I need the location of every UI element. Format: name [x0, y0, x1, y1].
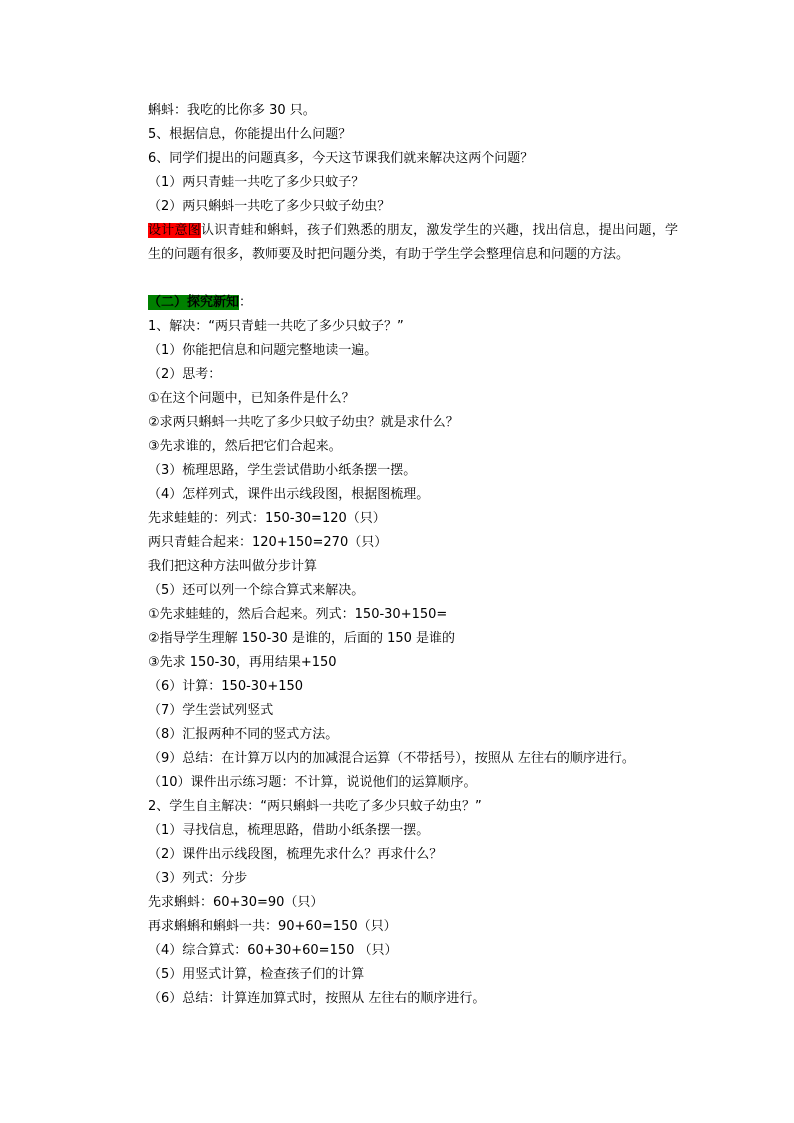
text-line: （6）总结：计算连加算式时，按照从 左往右的顺序进行。 — [148, 991, 486, 1006]
text-line: （5）还可以列一个综合算式来解决。 — [148, 583, 365, 598]
text-line: （3）梳理思路，学生尝试借助小纸条摆一摆。 — [148, 463, 417, 478]
text-line: （5）用竖式计算，检查孩子们的计算 — [148, 967, 365, 982]
text-line: （9）总结：在计算万以内的加减混合运算（不带括号），按照从 左往右的顺序进行。 — [148, 751, 635, 766]
text-line: 两只青蛙合起来：120+150=270（只） — [148, 535, 388, 550]
design-intent-label: 设计意图 — [148, 223, 202, 238]
text-line: （2）课件出示线段图，梳理先求什么？再求什么？ — [148, 847, 443, 862]
text-line: ②指导学生理解 150-30 是谁的，后面的 150 是谁的 — [148, 631, 456, 646]
text-line: 5、根据信息，你能提出什么问题？ — [148, 127, 352, 142]
text-line: 我们把这种方法叫做分步计算 — [148, 559, 318, 574]
text-line: 先求蝌蚪：60+30=90（只） — [148, 895, 324, 910]
text-line: （3）列式：分步 — [148, 871, 248, 886]
text-line: （7）学生尝试列竖式 — [148, 703, 274, 718]
text-line: 再求蝌蝌和蝌蚪一共：90+60=150（只） — [148, 919, 397, 934]
text-line: 先求蛙蛙的：列式：150-30=120（只） — [148, 511, 386, 526]
text-line: （2）两只蝌蚪一共吃了多少只蚊子幼虫？ — [148, 199, 391, 214]
section-heading-colon: ： — [239, 295, 253, 310]
design-intent-text: 认识青蛙和蝌蚪，孩子们熟悉的朋友，激发学生的兴趣，找出信息，提出问题，学生的问题有很多，教师要及时把问题分类，有助于学生学会整理信息和问题的方法。 — [148, 223, 678, 262]
text-line: （2）思考： — [148, 367, 222, 382]
text-line: （8）汇报两种不同的竖式方法。 — [148, 727, 339, 742]
text-line: ②求两只蝌蚪一共吃了多少只蚊子幼虫？就是求什么？ — [148, 415, 459, 430]
section-heading-label: （二）探究新知 — [148, 295, 240, 310]
text-line: （1）你能把信息和问题完整地读一遍。 — [148, 343, 378, 358]
text-line: 1、解决：“两只青蛙一共吃了多少只蚊子？” — [148, 319, 404, 334]
text-line: （4）怎样列式，课件出示线段图，根据图梳理。 — [148, 487, 430, 502]
text-line: （1）寻找信息，梳理思路，借助小纸条摆一摆。 — [148, 823, 430, 838]
text-line: 6、同学们提出的问题真多，今天这节课我们就来解决这两个问题？ — [148, 151, 534, 166]
text-line: （10）课件出示练习题：不计算，说说他们的运算顺序。 — [148, 775, 477, 790]
text-line: ①先求蛙蛙的，然后合起来。列式：150-30+150= — [148, 607, 448, 622]
section-heading — [148, 294, 252, 312]
text-line: 2、学生自主解决：“两只蝌蚪一共吃了多少只蚊子幼虫？” — [148, 799, 482, 814]
text-line: ③先求谁的，然后把它们合起来。 — [148, 439, 342, 454]
text-line: 蝌蚪：我吃的比你多 30 只。 — [148, 103, 316, 118]
text-line: （1）两只青蛙一共吃了多少只蚊子？ — [148, 175, 365, 190]
text-line: ①在这个问题中，已知条件是什么？ — [148, 391, 355, 406]
text-line: （6）计算：150-30+150 — [148, 679, 304, 694]
text-line: （4）综合算式：60+30+60=150 （只） — [148, 943, 398, 958]
design-intent-paragraph — [148, 219, 678, 267]
text-line: ③先求 150-30，再用结果+150 — [148, 655, 337, 670]
